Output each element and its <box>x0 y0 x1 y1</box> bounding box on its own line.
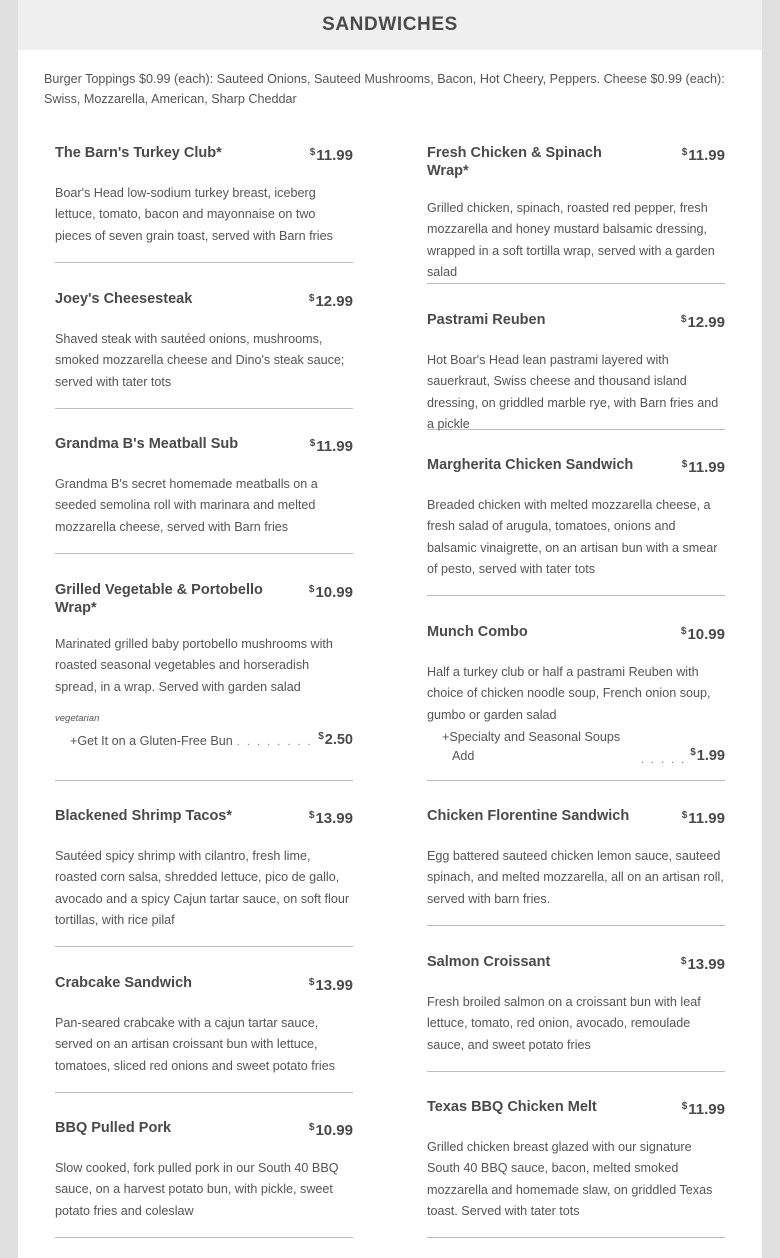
menu-item <box>427 953 725 1072</box>
item-price: $12.99 <box>308 293 353 310</box>
item-name: Chicken Florentine Sandwich <box>427 808 630 824</box>
addon-option <box>427 728 725 766</box>
item-name: Fresh Chicken & Spinach Wrap* <box>427 145 602 179</box>
item-name: Margherita Chicken Sandwich <box>427 457 634 473</box>
item-price: $11.99 <box>681 147 725 164</box>
item-price: $11.99 <box>681 810 725 827</box>
item-description: Hot Boar's Head lean pastrami layered with sauerkraut, Swiss cheese and thousand island dressing, on griddled marble rye, with Barn fries and a pickle <box>427 353 719 431</box>
item-description: Shaved steak with sautéed onions, mushrooms, smoked mozzarella cheese and Dino's steak sauce; served with tater tots <box>55 332 345 389</box>
toppings-note: Burger Toppings $0.99 (each): Sauteed Onions, Sauteed Mushrooms, Bacon, Hot Cheery, Peppers. Cheese $0.99 (each): Swiss, Mozzarella, American, Sharp Cheddar <box>44 72 725 106</box>
menu-item <box>427 456 725 596</box>
menu-item <box>55 290 353 409</box>
menu-item <box>55 581 353 781</box>
menu-item <box>427 311 725 430</box>
item-description: Slow cooked, fork pulled pork in our South 40 BBQ sauce, on a harvest potato bun, with pickle, sweet potato fries and coleslaw <box>55 1161 339 1218</box>
item-description: Grandma B's secret homemade meatballs on a seeded semolina roll with marinara and melted mozzarella cheese, served with Barn fries <box>55 477 318 534</box>
item-price: $11.99 <box>309 147 353 164</box>
addon-price: $2.50 <box>318 730 353 748</box>
menu-item <box>427 807 725 926</box>
section-title: SANDWICHES <box>322 14 458 35</box>
item-price: $11.99 <box>681 459 725 476</box>
menu-item <box>427 1098 725 1238</box>
addon-label: +Specialty and Seasonal Soups Add <box>442 729 621 763</box>
item-description: Pan-seared crabcake with a cajun tartar sauce, served on an artisan croissant bun with lettuce, tomatoes, sliced red onions and sweet potato fries <box>55 1016 336 1073</box>
menu-item <box>55 144 353 263</box>
item-description: Sautéed spicy shrimp with cilantro, fresh lime, roasted corn salsa, shredded lettuce, pico de gallo, avocado and a spicy Cajun tartar sauce, on soft flour tortillas, with rice pilaf <box>55 849 350 927</box>
item-description: Grilled chicken breast glazed with our signature South 40 BBQ sauce, bacon, melted smoked mozzarella and homemade slaw, on griddled Texas toast. Served with tater tots <box>427 1140 713 1218</box>
item-description: Half a turkey club or half a pastrami Reuben with choice of chicken noodle soup, French onion soup, gumbo or garden salad <box>427 665 711 722</box>
item-description: Breaded chicken with melted mozzarella cheese, a fresh salad of arugula, tomatoes, onions and balsamic vinaigrette, on an artisan bun with a smear of pesto, served with tater tots <box>427 498 718 576</box>
item-name: Texas BBQ Chicken Melt <box>427 1099 597 1115</box>
item-description: Fresh broiled salmon on a croissant bun with leaf lettuce, tomato, red onion, avocado, remoulade sauce, and sweet potato fries <box>427 995 701 1052</box>
item-price: $10.99 <box>308 584 353 601</box>
addon-label: +Get It on a Gluten-Free Bun <box>70 733 233 748</box>
item-price: $13.99 <box>308 810 353 827</box>
item-name: Munch Combo <box>427 624 528 640</box>
item-price: $13.99 <box>680 956 725 973</box>
item-price: $10.99 <box>308 1122 353 1139</box>
item-name: Pastrami Reuben <box>427 312 546 328</box>
menu-item <box>427 144 725 284</box>
item-description: Marinated grilled baby portobello mushrooms with roasted seasonal vegetables and horseradish spread, in a wrap. Served with garden salad <box>55 637 333 694</box>
item-description: Boar's Head low-sodium turkey breast, iceberg lettuce, tomato, bacon and mayonnaise on two pieces of seven grain toast, served with Barn fries <box>55 186 333 243</box>
menu-item <box>55 974 353 1093</box>
item-price: $11.99 <box>681 1101 725 1118</box>
item-price: $11.99 <box>309 438 353 455</box>
item-name: Grilled Vegetable & Portobello Wrap* <box>55 582 263 616</box>
item-name: Joey's Cheesesteak <box>55 291 193 307</box>
menu-item <box>55 807 353 947</box>
item-name: BBQ Pulled Pork <box>55 1120 172 1136</box>
addon-price: $1.99 <box>690 746 725 764</box>
item-name: The Barn's Turkey Club* <box>55 145 222 161</box>
dietary-tag: vegetarian <box>55 712 100 724</box>
item-description: Grilled chicken, spinach, roasted red pepper, fresh mozzarella and honey mustard balsamic dressing, wrapped in a soft tortilla wrap, served with a garden salad <box>427 201 715 279</box>
menu-item <box>427 623 725 781</box>
item-name: Grandma B's Meatball Sub <box>55 436 239 452</box>
menu-item <box>55 1119 353 1238</box>
item-description: Egg battered sauteed chicken lemon sauce, sauteed spinach, and melted mozzarella, all on an artisan roll, served with barn fries. <box>427 849 724 906</box>
item-price: $12.99 <box>680 314 725 331</box>
item-name: Blackened Shrimp Tacos* <box>55 808 233 824</box>
item-name: Salmon Croissant <box>427 954 551 970</box>
addon-leader: . . . . . <box>640 753 687 766</box>
item-name: Crabcake Sandwich <box>55 975 192 991</box>
item-price: $13.99 <box>308 977 353 994</box>
addon-option <box>55 731 353 748</box>
menu-item <box>55 435 353 554</box>
addon-leader: . . . . . . . . <box>236 735 313 748</box>
section-header <box>18 0 762 50</box>
menu-page <box>18 0 762 1258</box>
item-price: $10.99 <box>680 626 725 643</box>
